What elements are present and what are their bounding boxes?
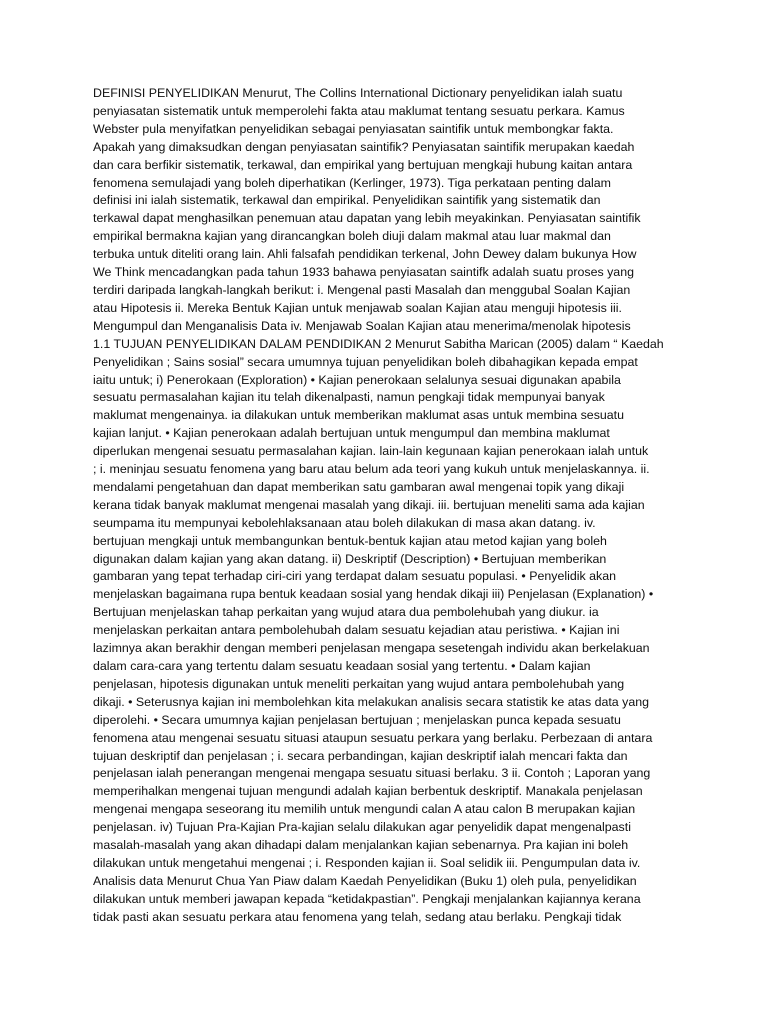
text-line: Bertujuan menjelaskan tahap perkaitan yang wujud atara dua pembolehubah yang diukur. ia — [93, 605, 599, 620]
text-line: iaitu untuk; i) Penerokaan (Exploration) • Kajian penerokaan selalunya sesuai digunakan apabila — [93, 372, 621, 387]
text-line: fenomena semulajadi yang boleh diperhatikan (Kerlinger, 1973). Tiga perkataan penting dalam — [93, 175, 611, 190]
text-line: mengenai mengapa seseorang itu memilih untuk mengundi calan A atau calon B merupakan kajian — [93, 802, 636, 817]
text-line: dilakukan untuk mengetahui mengenai ; i. Responden kajian ii. Soal selidik iii. Pengumpulan data iv. — [93, 855, 641, 870]
text-line: dan cara berfikir sistematik, terkawal, dan empirikal yang bertujuan mengkaji hubung kaitan antara — [93, 157, 633, 172]
text-line: We Think mencadangkan pada tahun 1933 bahawa penyiasatan saintifk adalah suatu proses yang — [93, 265, 634, 280]
text-line: lazimnya akan berakhir dengan memberi penjelasan mengapa sesetengah individu akan berkelakuan — [93, 641, 650, 656]
text-line: empirikal bermakna kajian yang dirancangkan boleh diuji dalam makmal atau luar makmal dan — [93, 229, 611, 244]
text-line: Mengumpul dan Menganalisis Data iv. Menjawab Soalan Kajian atau menerima/menolak hipotesis — [93, 318, 631, 333]
text-line: menjelaskan perkaitan antara pembolehubah dalam sesuatu kejadian atau peristiwa. • Kajian ini — [93, 623, 620, 638]
text-line: fenomena atau mengenai sesuatu situasi ataupun sesuatu perkara yang berlaku. Perbezaan di antara — [93, 730, 653, 745]
text-line: penjelasan ialah penerangan mengenai mengapa sesuatu situasi berlaku. 3 ii. Contoh ; Laporan yang — [93, 766, 651, 781]
text-line: DEFINISI PENYELIDIKAN Menurut, The Collins International Dictionary penyelidikan ialah suatu — [93, 86, 623, 100]
text-line: penjelasan. iv) Tujuan Pra-Kajian Pra-kajian selalu dilakukan agar penyelidik dapat mengenalpasti — [93, 820, 631, 835]
text-line: penjelasan, hipotesis digunakan untuk meneliti perkaitan yang wujud antara pembolehubah yang — [93, 676, 625, 691]
text-line: memperihalkan mengenai tujuan mengundi adalah kajian berbentuk deskriptif. Manakala penjelasan — [93, 784, 643, 799]
text-line: terbuka untuk diteliti orang lain. Ahli falsafah pendidikan terkenal, John Dewey dalam bukunya How — [93, 247, 637, 262]
text-line: Penyelidikan ; Sains sosial” secara umumnya tujuan penyelidikan boleh dibahagikan kepada empat — [93, 354, 638, 369]
text-line: maklumat mengenainya. ia dilakukan untuk memberikan maklumat asas untuk membina sesuatu — [93, 408, 625, 423]
text-line: bertujuan mengkaji untuk membangunkan bentuk-bentuk kajian atau metod kajian yang boleh — [93, 533, 607, 548]
text-line: terkawal dapat menghasilkan penemuan atau dapatan yang lebih meyakinkan. Penyiasatan saintifik — [93, 211, 641, 226]
text-line: seumpama itu mempunyai kebolehlaksanaan atau boleh dilakukan di masa akan datang. iv. — [93, 515, 596, 530]
text-line: mendalami pengetahuan dan dapat memberikan satu gambaran awal mengenai topik yang dikaji — [93, 479, 625, 494]
text-line: Apakah yang dimaksudkan dengan penyiasatan saintifik? Penyiasatan saintifik merupakan kaedah — [93, 139, 635, 154]
text-line: tujuan deskriptif dan penjelasan ; i. secara perbandingan, kajian deskriptif ialah mencari fakta dan — [93, 748, 628, 763]
text-line: kajian lanjut. • Kajian penerokaan adalah bertujuan untuk mengumpul dan membina maklumat — [93, 426, 610, 441]
text-line: menjelaskan bagaimana rupa bentuk keadaan sosial yang hendak dikaji iii) Penjelasan (Explanation) • — [93, 587, 654, 602]
text-line: masalah-masalah yang akan dihadapi dalam menjalankan kajian sebenarnya. Pra kajian ini boleh — [93, 838, 629, 853]
text-line: terdiri daripada langkah-langkah berikut: i. Mengenal pasti Masalah dan menggubal Soalan Kajian — [93, 282, 631, 297]
text-line: ; i. meninjau sesuatu fenomena yang baru atau belum ada teori yang kukuh untuk menjelaskannya. ii. — [93, 462, 650, 477]
text-line: tidak pasti akan sesuatu perkara atau fenomena yang telah, sedang atau berlaku. Pengkaji tidak — [93, 909, 622, 924]
text-line: dalam cara-cara yang tertentu dalam sesuatu keadaan sosial yang tertentu. • Dalam kajian — [93, 659, 591, 673]
text-line: gambaran yang tepat terhadap ciri-ciri yang terdapat dalam sesuatu populasi. • Penyelidik akan — [93, 569, 616, 584]
text-line: diperlukan mengenai sesuatu permasalahan kajian. lain-lain kegunaan kajian penerokaan ialah untuk — [93, 444, 649, 459]
text-line: definisi ini ialah sistematik, terkawal dan empirikal. Penyelidikan saintifik yang sistematik dan — [93, 193, 601, 208]
text-line: atau Hipotesis ii. Mereka Bentuk Kajian untuk menjawab soalan Kajian atau menguji hipotesis iii. — [93, 300, 622, 315]
text-line: diperolehi. • Secara umumnya kajian penjelasan bertujuan ; menjelaskan punca kepada sesuatu — [93, 712, 621, 727]
text-line: Webster pula menyifatkan penyelidikan sebagai penyiasatan saintifik untuk membongkar fakta. — [93, 121, 614, 136]
text-line: penyiasatan sistematik untuk memperolehi fakta atau maklumat tentang sesuatu perkara. Kamus — [93, 103, 625, 118]
text-line: kerana tidak banyak maklumat mengenai masalah yang dikaji. iii. bertujuan meneliti sama ada kajian — [93, 497, 645, 512]
text-line: sesuatu permasalahan kajian itu telah dikenalpasti, namun pengkaji tidak mempunyai banyak — [93, 390, 605, 405]
text-line: 1.1 TUJUAN PENYELIDIKAN DALAM PENDIDIKAN 2 Menurut Sabitha Marican (2005) dalam “ Kaedah — [93, 336, 664, 351]
text-line: dilakukan untuk memberi jawapan kepada “ketidakpastian”. Pengkaji menjalankan kajiannya kerana — [93, 891, 641, 906]
text-line: dikaji. • Seterusnya kajian ini membolehkan kita melakukan analisis secara statistik ke atas data yang — [93, 694, 650, 709]
text-line: digunakan dalam kajian yang akan datang. ii) Deskriptif (Description) • Bertujuan memberikan — [93, 551, 607, 566]
body-text — [93, 85, 685, 927]
text-line: Analisis data Menurut Chua Yan Piaw dalam Kaedah Penyelidikan (Buku 1) oleh pula, penyelidikan — [93, 873, 637, 888]
